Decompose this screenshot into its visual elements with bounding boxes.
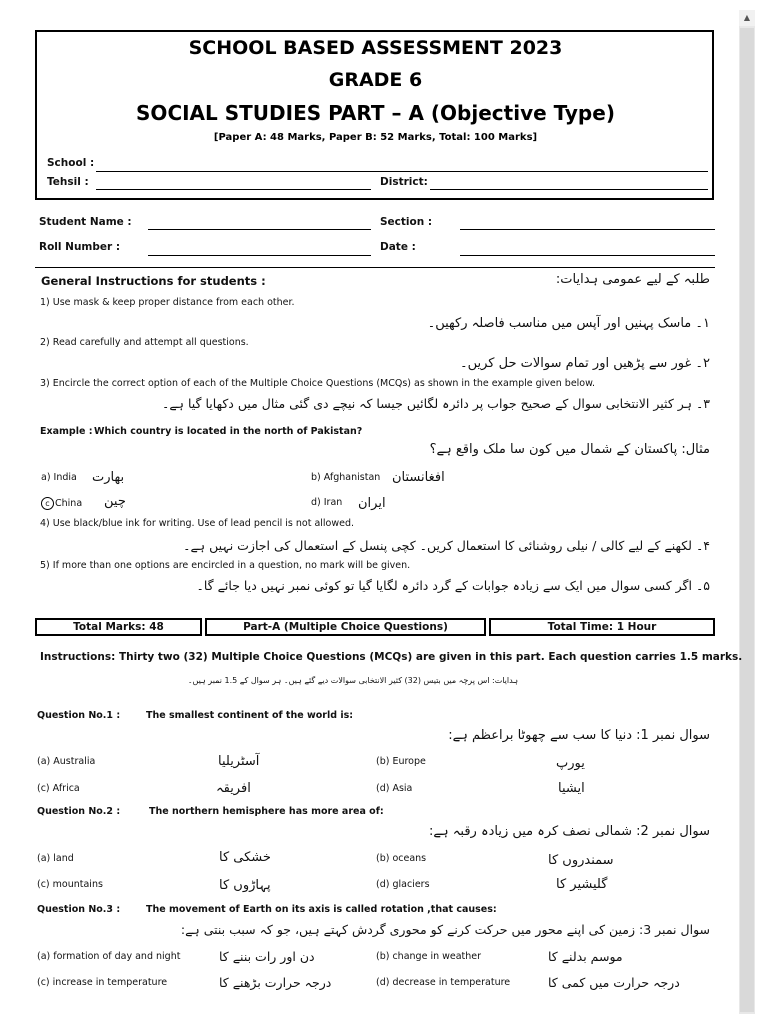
- part-instructions-urdu: ہدایات: اس پرچہ میں بتیس (32) کثیر الانتخابی سوالات دیے گئے ہیں۔ ہر سوال کے 1.5 نمبر ہیں۔: [187, 676, 518, 685]
- instruction-5: 5) If more than one options are encircled in a question, no mark will be given.: [40, 560, 411, 571]
- instruction-3: 3) Encircle the correct option of each of the Multiple Choice Questions (MCQs) as shown in the example given below.: [40, 378, 596, 389]
- question-3-text: The movement of Earth on its axis is called rotation ,that causes:: [146, 904, 497, 915]
- q3-option-a-urdu: دن اور رات بننے کا: [219, 949, 315, 964]
- instruction-1: 1) Use mask & keep proper distance from each other.: [40, 297, 295, 308]
- q2-option-a[interactable]: (a) land: [37, 853, 74, 864]
- q1-option-d-urdu: ایشیا: [558, 781, 585, 796]
- q1-option-a-urdu: آسٹریلیا: [218, 754, 260, 769]
- example-option-a: a) India: [41, 472, 77, 483]
- date-label: Date :: [380, 241, 416, 253]
- scroll-up-arrow-icon[interactable]: ▲: [739, 10, 755, 26]
- marks-summary: [Paper A: 48 Marks, Paper B: 52 Marks, Total: 100 Marks]: [213, 132, 538, 143]
- example-option-a-urdu: بھارت: [92, 470, 125, 485]
- section-divider: [35, 267, 715, 268]
- example-option-c-text: China: [55, 498, 83, 509]
- instruction-4: 4) Use black/blue ink for writing. Use of lead pencil is not allowed.: [40, 518, 355, 529]
- tehsil-field[interactable]: [96, 189, 371, 190]
- example-option-b-urdu: افغانستان: [392, 470, 445, 485]
- q1-option-b[interactable]: (b) Europe: [376, 756, 426, 767]
- question-3-urdu: سوال نمبر 3: زمین کی اپنے محور میں حرکت کرنے کو محوری گردش کہتے ہیں، جو کہ سبب بنتی ہے:: [180, 922, 710, 937]
- question-2-text: The northern hemisphere has more area of:: [149, 806, 384, 817]
- q2-option-c[interactable]: (c) mountains: [37, 879, 103, 890]
- q2-option-a-urdu: خشکی کا: [219, 850, 271, 865]
- q3-option-b-urdu: موسم بدلنے کا: [548, 949, 623, 964]
- question-1-text: The smallest continent of the world is:: [146, 710, 354, 721]
- student-name-label: Student Name :: [39, 216, 132, 228]
- assessment-title: SCHOOL BASED ASSESSMENT 2023: [188, 37, 563, 59]
- grade-title: GRADE 6: [328, 69, 423, 91]
- q3-option-c-urdu: درجہ حرارت بڑھنے کا: [219, 975, 332, 990]
- q3-option-d[interactable]: (d) decrease in temperature: [376, 977, 511, 988]
- district-field[interactable]: [430, 189, 708, 190]
- tehsil-label: Tehsil :: [47, 176, 89, 188]
- instructions-heading: General Instructions for students :: [41, 274, 266, 288]
- example-option-b: b) Afghanistan: [311, 472, 381, 483]
- q1-option-c[interactable]: (c) Africa: [37, 783, 80, 794]
- q1-option-b-urdu: یورپ: [556, 756, 585, 771]
- q1-option-a[interactable]: (a) Australia: [37, 756, 96, 767]
- total-marks-box: Total Marks: 48: [35, 618, 202, 636]
- example-option-d-urdu: ایران: [358, 496, 386, 511]
- encircled-answer-c: c: [41, 497, 54, 510]
- example-label: Example :: [40, 426, 93, 437]
- school-label: School :: [47, 157, 95, 169]
- q3-option-a[interactable]: (a) formation of day and night: [37, 951, 181, 962]
- example-option-c-urdu: چین: [104, 494, 126, 509]
- example-option-d: d) Iran: [311, 497, 343, 508]
- q1-option-c-urdu: افریقہ: [216, 781, 251, 796]
- section-label: Section :: [380, 216, 433, 228]
- q1-option-d[interactable]: (d) Asia: [376, 783, 413, 794]
- instruction-5-urdu: ۵۔ اگر کسی سوال میں ایک سے زیادہ جوابات کے گرد دائرہ لگایا گیا تو کوئی نمبر نہیں دیا جائے گا۔: [196, 578, 710, 593]
- q2-option-b-urdu: سمندروں کا: [548, 853, 614, 868]
- total-time-box: Total Time: 1 Hour: [489, 618, 715, 636]
- q2-option-c-urdu: پہاڑوں کا: [219, 878, 271, 893]
- district-label: District:: [380, 176, 428, 188]
- q3-option-b[interactable]: (b) change in weather: [376, 951, 482, 962]
- instruction-4-urdu: ۴۔ لکھنے کے لیے کالی / نیلی روشنائی کا استعمال کریں۔ کچی پنسل کے استعمال کی اجازت نہیں ہے۔: [183, 538, 710, 553]
- roll-number-label: Roll Number :: [39, 241, 121, 253]
- q3-option-d-urdu: درجہ حرارت میں کمی کا: [548, 975, 680, 990]
- example-question-urdu: مثال: پاکستان کے شمال میں کون سا ملک واقع ہے؟: [429, 442, 710, 457]
- school-field[interactable]: [96, 171, 708, 172]
- question-2-urdu: سوال نمبر 2: شمالی نصف کرہ میں زیادہ رقبہ ہے:: [429, 824, 710, 839]
- q2-option-d-urdu: گلیشیر کا: [556, 877, 608, 892]
- date-field[interactable]: [460, 255, 715, 256]
- question-1-label: Question No.1 :: [37, 710, 121, 721]
- part-a-box: Part-A (Multiple Choice Questions): [205, 618, 486, 636]
- instruction-1-urdu: ۱۔ ماسک پہنیں اور آپس میں مناسب فاصلہ رکھیں۔: [427, 316, 710, 331]
- q2-option-b[interactable]: (b) oceans: [376, 853, 427, 864]
- q3-option-c[interactable]: (c) increase in temperature: [37, 977, 168, 988]
- q2-option-d[interactable]: (d) glaciers: [376, 879, 430, 890]
- part-instructions: Instructions: Thirty two (32) Multiple Choice Questions (MCQs) are given in this part. Each question carries 1.5 marks.: [40, 651, 743, 663]
- example-option-c: [41, 497, 82, 510]
- instruction-3-urdu: ۳۔ ہر کثیر الانتخابی سوال کے صحیح جواب پر دائرہ لگائیں جیسا کہ نیچے دی گئی مثال میں دکھایا گیا ہے۔: [162, 396, 710, 411]
- subject-title: SOCIAL STUDIES PART – A (Objective Type): [136, 101, 615, 125]
- instructions-heading-urdu: طلبہ کے لیے عمومی ہدایات:: [555, 272, 710, 287]
- example-question: Which country is located in the north of Pakistan?: [94, 426, 363, 437]
- question-1-urdu: سوال نمبر 1: دنیا کا سب سے چھوٹا براعظم ہے:: [448, 728, 710, 743]
- question-3-label: Question No.3 :: [37, 904, 121, 915]
- roll-number-field[interactable]: [148, 255, 371, 256]
- section-field[interactable]: [460, 229, 715, 230]
- instruction-2: 2) Read carefully and attempt all questions.: [40, 337, 249, 348]
- student-name-field[interactable]: [148, 229, 371, 230]
- question-2-label: Question No.2 :: [37, 806, 121, 817]
- scrollbar-thumb[interactable]: [740, 28, 754, 1012]
- instruction-2-urdu: ۲۔ غور سے پڑھیں اور تمام سوالات حل کریں۔: [460, 356, 710, 371]
